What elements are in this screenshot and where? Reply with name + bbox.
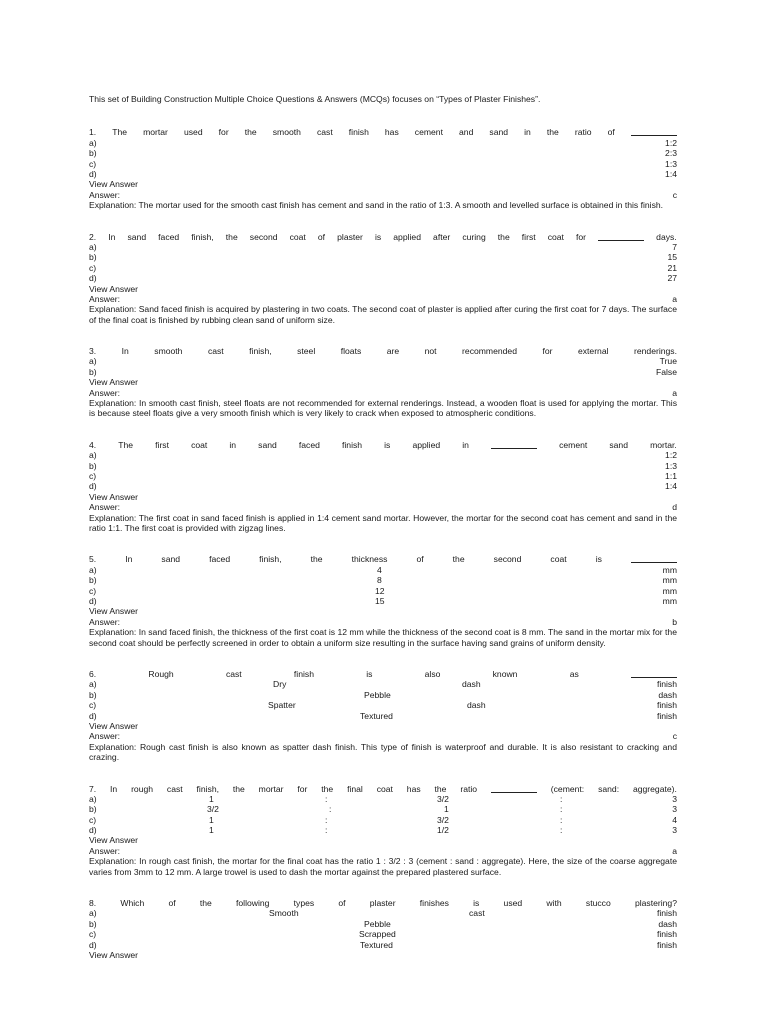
question-word: has	[384, 127, 399, 138]
question-word: the	[232, 783, 245, 794]
question-word: rough	[131, 783, 154, 794]
option-value: 4	[672, 814, 677, 825]
question-word: of	[607, 127, 615, 138]
option-row	[89, 263, 677, 273]
question-text	[89, 127, 677, 137]
question-word: not	[424, 346, 437, 357]
question-word: the	[225, 231, 238, 242]
option-label: a)	[89, 793, 97, 804]
question-word: curing	[462, 231, 486, 242]
option-value: 3	[672, 793, 677, 804]
option-value: 1:2	[665, 137, 677, 148]
question-word: mortar.	[650, 439, 677, 450]
question-word: ratio	[574, 127, 592, 138]
question-word: also	[424, 668, 441, 679]
option-label: c)	[89, 814, 97, 825]
question-block	[89, 784, 677, 878]
question-word: The	[118, 439, 134, 450]
option-label: b)	[89, 460, 97, 471]
question-block	[89, 346, 677, 419]
option-label: c)	[89, 929, 97, 940]
question-word: faced	[209, 554, 231, 565]
question-word: 6.	[89, 668, 97, 679]
option-part: 3/2	[437, 814, 449, 825]
option-label: d)	[89, 273, 97, 284]
question-word: finish	[342, 439, 363, 450]
question-word: the	[546, 127, 559, 138]
option-part: Textured	[360, 939, 393, 950]
question-word: the	[321, 783, 334, 794]
question-word: is	[384, 439, 391, 450]
question-block	[89, 127, 677, 210]
option-part: :	[560, 814, 563, 825]
question-word: mortar	[143, 127, 168, 138]
option-value: finish	[656, 939, 677, 950]
question-word: In	[108, 231, 116, 242]
answer-value: b	[672, 616, 677, 627]
option-row	[89, 252, 677, 262]
question-word: after	[433, 231, 451, 242]
question-word: sand:	[598, 783, 620, 794]
explanation-text: Explanation: In smooth cast finish, steel floats are not recommended for external renderings. Instead, a wooden float is used for applying the mortar. This is because steel floats give a very smooth finish which is very likely to crack when exposed to atmospheric conditions.	[89, 398, 677, 419]
question-block	[89, 554, 677, 648]
question-word: faced	[158, 231, 180, 242]
question-word: thickness	[351, 554, 388, 565]
question-text	[89, 669, 677, 679]
option-label: b)	[89, 575, 97, 586]
option-row	[89, 929, 677, 939]
answer-row	[89, 617, 677, 627]
question-word: In	[110, 783, 118, 794]
option-value: False	[655, 366, 677, 377]
question-word: sand	[609, 439, 628, 450]
question-word: sand	[161, 554, 181, 565]
question-word: sand	[127, 231, 147, 242]
answer-row	[89, 388, 677, 398]
question-word: for	[542, 346, 553, 357]
question-word: finish	[348, 127, 369, 138]
option-row	[89, 825, 677, 835]
option-value: finish	[656, 679, 677, 690]
option-part: 8	[377, 575, 382, 586]
question-word: steel	[297, 346, 316, 357]
question-word: applied	[412, 439, 441, 450]
question-word: Rough	[148, 668, 174, 679]
view-answer-link[interactable]: View Answer	[89, 283, 139, 294]
question-word: cast	[207, 346, 224, 357]
option-row	[89, 169, 677, 179]
option-row	[89, 148, 677, 158]
question-word: with	[546, 898, 562, 909]
option-label: c)	[89, 585, 97, 596]
question-word: cement	[559, 439, 588, 450]
question-word: the	[497, 231, 510, 242]
option-value: 15	[667, 252, 677, 263]
option-row	[89, 700, 677, 710]
option-value: True	[659, 356, 677, 367]
question-word: first	[155, 439, 169, 450]
option-row	[89, 356, 677, 366]
option-label: d)	[89, 481, 97, 492]
question-word: ratio	[460, 783, 478, 794]
explanation-text: Explanation: The first coat in sand faced finish is applied in 1:4 cement sand mortar. However, the mortar for the second coat has cement and sand in the ratio 1:1. The first coat is provided with zigzag lines.	[89, 512, 677, 533]
question-word: in	[229, 439, 237, 450]
option-part: dash	[462, 679, 481, 690]
option-label: d)	[89, 939, 97, 950]
question-text	[89, 784, 677, 794]
question-word: for	[576, 231, 587, 242]
option-label: a)	[89, 241, 97, 252]
option-part: :	[325, 825, 328, 836]
answer-label: Answer:	[89, 293, 121, 304]
option-value: 3	[672, 804, 677, 815]
option-value: 7	[672, 241, 677, 252]
question-word: coat	[191, 439, 208, 450]
question-block	[89, 440, 677, 534]
option-part: 3/2	[207, 804, 219, 815]
option-row	[89, 450, 677, 460]
question-word: used	[183, 127, 203, 138]
question-word: the	[199, 898, 212, 909]
option-part: :	[329, 804, 332, 815]
view-answer-link[interactable]: View Answer	[89, 179, 139, 190]
question-word: coat	[376, 783, 393, 794]
option-part: Pebble	[364, 689, 391, 700]
option-row	[89, 815, 677, 825]
question-word: recommended	[462, 346, 517, 357]
answer-blank	[491, 784, 537, 793]
option-part: 1/2	[437, 825, 449, 836]
option-part: 1	[209, 793, 214, 804]
question-word: finish,	[191, 231, 214, 242]
answer-blank	[598, 232, 644, 241]
option-part: 1	[209, 825, 214, 836]
question-word: finishes	[419, 898, 449, 909]
question-word: stucco	[585, 898, 611, 909]
question-word: 4.	[89, 439, 97, 450]
option-part: 1	[209, 814, 214, 825]
option-label: a)	[89, 564, 97, 575]
question-word: types	[293, 898, 315, 909]
question-word: as	[569, 668, 579, 679]
question-text	[89, 440, 677, 450]
option-row	[89, 575, 677, 585]
option-label: a)	[89, 356, 97, 367]
option-row	[89, 908, 677, 918]
question-word: following	[236, 898, 270, 909]
view-answer-link[interactable]: View Answer	[89, 835, 139, 846]
option-part: :	[560, 825, 563, 836]
question-block	[89, 669, 677, 763]
option-row	[89, 273, 677, 283]
question-word: Which	[120, 898, 145, 909]
option-value: 1:2	[665, 450, 677, 461]
explanation-text: Explanation: Sand faced finish is acquired by plastering in two coats. The second coat of plaster is applied after curing the first coat for 7 days. The surface of the final coat is finished by rubbing clean sand of uniform size.	[89, 304, 677, 325]
option-part: cast	[469, 908, 485, 919]
option-row	[89, 565, 677, 575]
question-word: the	[310, 554, 323, 565]
question-word: days.	[656, 231, 677, 242]
option-label: b)	[89, 252, 97, 263]
option-label: b)	[89, 366, 97, 377]
question-word: 5.	[89, 554, 97, 565]
option-label: c)	[89, 471, 97, 482]
option-row	[89, 804, 677, 814]
explanation-text: Explanation: In rough cast finish, the mortar for the final coat has the ratio 1 : 3/2 : 3 (cement : sand : aggregate). Here, the size of the coarse aggregate varies from 3mm to 12 mm. A large trowel is used to dash the mortar against the prepared plastered surface.	[89, 856, 677, 877]
option-row	[89, 919, 677, 929]
answer-label: Answer:	[89, 845, 121, 856]
view-answer-link[interactable]: View Answer	[89, 377, 139, 388]
answer-value: a	[672, 845, 677, 856]
option-value: 1:3	[665, 460, 677, 471]
answer-blank	[631, 127, 677, 136]
question-word: sand	[489, 127, 509, 138]
option-part: 15	[375, 595, 385, 606]
question-word: coat	[289, 231, 306, 242]
explanation-text: Explanation: In sand faced finish, the thickness of the first coat is 12 mm while the thickness of the second coat is 8 mm. The sand in the mortar mix for the second coat should be perfectly screened in order to obtain a uniform size resulting in the surface having sand grains of uniform density.	[89, 627, 677, 648]
option-part: :	[560, 804, 563, 815]
question-word: cast	[225, 668, 242, 679]
option-part: Pebble	[364, 918, 391, 929]
answer-blank	[631, 669, 677, 678]
option-part: :	[325, 814, 328, 825]
question-word: renderings.	[634, 346, 677, 357]
option-row	[89, 711, 677, 721]
question-word: cast	[316, 127, 333, 138]
question-word: is	[366, 668, 373, 679]
answer-label: Answer:	[89, 731, 121, 742]
question-word: of	[317, 231, 326, 242]
option-label: a)	[89, 137, 97, 148]
explanation-text: Explanation: Rough cast finish is also known as spatter dash finish. This type of finish is waterproof and durable. It is also resistant to cracking and crazing.	[89, 741, 677, 763]
option-label: a)	[89, 679, 97, 690]
option-value: finish	[656, 710, 677, 721]
answer-value: a	[672, 293, 677, 304]
option-label: d)	[89, 168, 97, 179]
answer-row	[89, 190, 677, 200]
question-word: known	[492, 668, 518, 679]
answer-label: Answer:	[89, 387, 121, 398]
option-label: b)	[89, 918, 97, 929]
question-word: are	[386, 346, 400, 357]
question-text	[89, 346, 677, 356]
question-word: smooth	[154, 346, 183, 357]
question-word: faced	[298, 439, 320, 450]
option-row	[89, 242, 677, 252]
question-word: In	[125, 554, 133, 565]
option-row	[89, 679, 677, 689]
question-word: is	[595, 554, 602, 565]
view-answer-link[interactable]: View Answer	[89, 491, 139, 502]
answer-row	[89, 502, 677, 512]
question-word: plaster	[337, 231, 363, 242]
option-row	[89, 794, 677, 804]
option-value: mm	[662, 575, 677, 586]
question-word: In	[121, 346, 129, 357]
view-answer-link[interactable]: View Answer	[89, 720, 139, 731]
question-word: second	[249, 231, 278, 242]
option-label: a)	[89, 908, 97, 919]
option-part: Spatter	[268, 700, 296, 711]
question-word: (cement:	[550, 783, 585, 794]
answer-value: c	[672, 731, 677, 742]
option-part: 1	[444, 804, 449, 815]
question-word: The	[112, 127, 128, 138]
question-word: aggregate).	[632, 783, 677, 794]
question-word: in	[524, 127, 531, 138]
option-value: mm	[662, 564, 677, 575]
option-label: c)	[89, 262, 97, 273]
option-row	[89, 471, 677, 481]
option-row	[89, 586, 677, 596]
question-word: finish,	[259, 554, 282, 565]
explanation-text: Explanation: The mortar used for the smooth cast finish has cement and sand in the ratio of 1:3. A smooth and levelled surface is obtained in this finish.	[89, 200, 664, 211]
option-part: :	[560, 793, 563, 804]
option-row	[89, 690, 677, 700]
question-word: is	[374, 231, 382, 242]
option-value: finish	[656, 700, 677, 711]
question-word: applied	[393, 231, 421, 242]
option-value: 1:1	[665, 471, 677, 482]
question-block	[89, 898, 677, 960]
question-word: for	[297, 783, 308, 794]
answer-label: Answer:	[89, 502, 121, 513]
option-part: 3/2	[437, 793, 449, 804]
option-value: dash	[658, 689, 677, 700]
option-value: mm	[662, 585, 677, 596]
option-label: a)	[89, 450, 97, 461]
answer-blank	[491, 440, 537, 449]
option-part: Dry	[273, 679, 287, 690]
option-row	[89, 481, 677, 491]
question-word: the	[434, 783, 447, 794]
question-word: is	[473, 898, 480, 909]
option-part: Smooth	[269, 908, 299, 919]
question-word: plastering?	[634, 898, 677, 909]
option-part: Scrapped	[359, 929, 396, 940]
question-word: the	[244, 127, 257, 138]
option-label: d)	[89, 595, 97, 606]
document	[89, 94, 677, 981]
question-word: the	[452, 554, 465, 565]
option-label: d)	[89, 710, 97, 721]
option-row	[89, 367, 677, 377]
answer-row	[89, 294, 677, 304]
option-value: mm	[662, 595, 677, 606]
view-answer-link[interactable]: View Answer	[89, 606, 139, 617]
option-label: c)	[89, 700, 97, 711]
question-word: sand	[258, 439, 277, 450]
question-word: second	[493, 554, 522, 565]
intro-text: This set of Building Construction Multiple Choice Questions & Answers (MCQs) focuses on “Types of Plaster Finishes”.	[89, 94, 541, 104]
option-label: d)	[89, 825, 97, 836]
option-row	[89, 159, 677, 169]
question-word: finish	[293, 668, 314, 679]
answer-value: c	[672, 189, 677, 200]
question-word: 3.	[89, 346, 97, 357]
option-value: 2:3	[665, 148, 677, 159]
question-text	[89, 898, 677, 908]
question-word: 8.	[89, 898, 97, 909]
option-value: dash	[658, 918, 677, 929]
question-word: finish,	[249, 346, 272, 357]
question-word: of	[168, 898, 176, 909]
question-word: plaster	[369, 898, 396, 909]
question-word: in	[462, 439, 469, 450]
question-word: mortar	[258, 783, 284, 794]
question-word: has	[406, 783, 421, 794]
question-word: smooth	[272, 127, 301, 138]
option-value: finish	[656, 929, 677, 940]
option-value: 3	[672, 825, 677, 836]
option-value: 1:4	[665, 168, 677, 179]
option-label: b)	[89, 148, 97, 159]
question-text	[89, 554, 677, 564]
question-list	[89, 127, 677, 960]
question-word: 7.	[89, 783, 97, 794]
question-text	[89, 232, 677, 242]
option-row	[89, 596, 677, 606]
option-value: 1:3	[665, 158, 677, 169]
question-word: external	[577, 346, 609, 357]
answer-label: Answer:	[89, 189, 121, 200]
option-part: :	[325, 793, 328, 804]
question-block	[89, 232, 677, 326]
answer-row	[89, 846, 677, 856]
option-label: b)	[89, 804, 97, 815]
question-word: finish,	[196, 783, 219, 794]
answer-row	[89, 731, 677, 741]
option-row	[89, 461, 677, 471]
option-part: 12	[375, 585, 385, 596]
question-word: for	[218, 127, 229, 138]
option-row	[89, 138, 677, 148]
option-row	[89, 940, 677, 950]
question-word: floats	[340, 346, 362, 357]
question-word: of	[338, 898, 346, 909]
question-word: of	[416, 554, 424, 565]
question-word: final	[347, 783, 363, 794]
option-part: dash	[467, 700, 486, 711]
option-part: 4	[377, 564, 382, 575]
answer-value: a	[672, 387, 677, 398]
question-word: first	[521, 231, 536, 242]
question-word: cement	[414, 127, 443, 138]
option-value: 27	[667, 273, 677, 284]
answer-value: d	[672, 502, 677, 513]
option-part: Textured	[360, 710, 393, 721]
view-answer-link[interactable]: View Answer	[89, 950, 139, 960]
question-word: and	[459, 127, 474, 138]
question-word: 1.	[89, 127, 97, 138]
answer-label: Answer:	[89, 616, 121, 627]
question-word: used	[503, 898, 523, 909]
question-word: 2.	[89, 231, 97, 242]
option-value: 21	[667, 262, 677, 273]
option-label: c)	[89, 158, 97, 169]
answer-blank	[631, 554, 677, 563]
question-word: coat	[550, 554, 567, 565]
option-value: 1:4	[665, 481, 677, 492]
option-label: b)	[89, 689, 97, 700]
option-value: finish	[656, 908, 677, 919]
question-word: cast	[166, 783, 183, 794]
question-word: coat	[547, 231, 564, 242]
